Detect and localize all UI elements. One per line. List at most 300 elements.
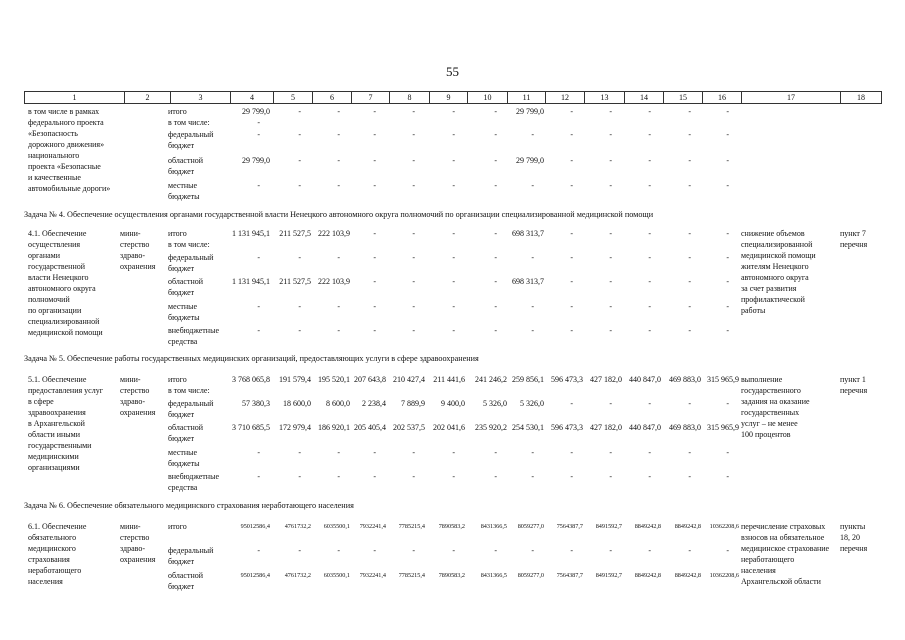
header-col-5: 5 — [273, 92, 312, 103]
amount-cell: 191 579,4 — [279, 375, 311, 384]
amount-cell: 172 979,4 — [279, 423, 311, 432]
amount-cell: - — [531, 302, 534, 311]
funding-source-label: итого — [168, 522, 187, 531]
amount-cell: 7890583,2 — [438, 523, 465, 530]
amount-cell: 7932241,4 — [359, 572, 386, 579]
activity-name-line: автономного округа — [28, 284, 96, 293]
amount-cell: - — [570, 229, 573, 238]
funding-source-label: средства — [168, 483, 198, 492]
activity-name-line: организациями — [28, 463, 80, 472]
amount-cell: - — [452, 181, 455, 190]
amount-cell: - — [412, 448, 415, 457]
amount-cell: - — [570, 130, 573, 139]
amount-cell: - — [688, 302, 691, 311]
task-heading: Задача № 4. Обеспечение осуществления органами государственной власти Ненецкого автономного округа полномочий по организации специализированной медицинской помощи — [24, 210, 654, 219]
amount-cell: - — [412, 253, 415, 262]
amount-cell: - — [257, 302, 260, 311]
activity-name-line: населения — [28, 577, 63, 586]
header-col-11: 11 — [507, 92, 545, 103]
amount-cell: - — [648, 229, 651, 238]
amount-cell: - — [570, 546, 573, 555]
header-col-4: 4 — [230, 92, 273, 103]
amount-cell: - — [688, 253, 691, 262]
amount-cell: - — [494, 253, 497, 262]
amount-cell: - — [373, 546, 376, 555]
header-col-6: 6 — [312, 92, 351, 103]
amount-cell: 5 326,0 — [483, 399, 507, 408]
amount-cell: - — [412, 107, 415, 116]
amount-cell: - — [412, 229, 415, 238]
amount-cell: 8431366,5 — [480, 523, 507, 530]
funding-source-label: итого — [168, 107, 187, 116]
amount-cell: - — [452, 229, 455, 238]
amount-cell: - — [726, 181, 729, 190]
funding-source-label: федеральный — [168, 546, 214, 555]
activity-name-line: по организации — [28, 306, 82, 315]
amount-cell: 195 520,1 — [318, 375, 350, 384]
amount-cell: 698 313,7 — [512, 229, 544, 238]
amount-cell: - — [412, 326, 415, 335]
amount-cell: - — [452, 448, 455, 457]
expected-result-line: жителям Ненецкого — [741, 262, 809, 271]
amount-cell: 8849242,8 — [634, 572, 661, 579]
funding-source-label: федеральный — [168, 130, 214, 139]
activity-name-line: медицинской помощи — [28, 328, 103, 337]
amount-cell: 8059277,0 — [517, 523, 544, 530]
amount-cell: 18 600,0 — [283, 399, 311, 408]
amount-cell: - — [257, 181, 260, 190]
amount-cell: - — [494, 156, 497, 165]
expected-result-line: населения — [741, 566, 776, 575]
amount-cell: 29 799,0 — [242, 107, 270, 116]
amount-cell: - — [609, 546, 612, 555]
amount-cell: - — [373, 277, 376, 286]
expected-result-line: услуг – не менее — [741, 419, 798, 428]
amount-cell: - — [494, 181, 497, 190]
funding-source-label: итого — [168, 375, 187, 384]
activity-name-line: национального — [28, 151, 80, 160]
amount-cell: 8849242,8 — [674, 523, 701, 530]
funding-source-label: бюджет — [168, 288, 195, 297]
amount-cell: - — [570, 156, 573, 165]
amount-cell: - — [726, 302, 729, 311]
amount-cell: 211 441,6 — [433, 375, 465, 384]
funding-source-label: бюджеты — [168, 192, 200, 201]
amount-cell: 222 103,9 — [318, 277, 350, 286]
amount-cell: - — [494, 326, 497, 335]
activity-name-line: медицинского — [28, 544, 76, 553]
amount-cell: - — [609, 302, 612, 311]
amount-cell: 9 400,0 — [441, 399, 465, 408]
funding-source-label: бюджет — [168, 167, 195, 176]
amount-cell: - — [337, 302, 340, 311]
activity-name-line: неработающего — [28, 566, 82, 575]
expected-result-line: перечисление страховых — [741, 522, 826, 531]
amount-cell: - — [373, 253, 376, 262]
amount-cell: 7564387,7 — [556, 572, 583, 579]
amount-cell: - — [298, 181, 301, 190]
expected-result-line: за счет развития — [741, 284, 797, 293]
amount-cell: - — [609, 472, 612, 481]
amount-cell: 211 527,5 — [279, 229, 311, 238]
amount-cell: - — [452, 326, 455, 335]
amount-cell: 8059277,0 — [517, 572, 544, 579]
amount-cell: 8 600,0 — [326, 399, 350, 408]
activity-name-line: медицинскими — [28, 452, 79, 461]
amount-cell: - — [648, 253, 651, 262]
activity-name-line: в Архангельской — [28, 419, 85, 428]
amount-cell: 211 527,5 — [279, 277, 311, 286]
header-col-17: 17 — [741, 92, 840, 103]
amount-cell: - — [412, 130, 415, 139]
amount-cell: - — [688, 229, 691, 238]
amount-cell: 57 380,3 — [242, 399, 270, 408]
reference-line: перечня — [840, 240, 868, 249]
funding-source-label: местные — [168, 448, 198, 457]
page-number: 55 — [446, 64, 459, 79]
amount-cell: - — [570, 277, 573, 286]
amount-cell: - — [609, 181, 612, 190]
amount-cell: 10362208,6 — [709, 572, 739, 579]
amount-cell: 235 920,2 — [475, 423, 507, 432]
funding-source-label: бюджет — [168, 410, 195, 419]
funding-source-label: в том числе: — [168, 386, 210, 395]
amount-cell: - — [452, 253, 455, 262]
amount-cell: 6035500,1 — [323, 572, 350, 579]
amount-cell: - — [531, 130, 534, 139]
executor-line: охранения — [120, 555, 156, 564]
amount-cell: - — [298, 546, 301, 555]
amount-cell: - — [494, 229, 497, 238]
amount-cell: 469 883,0 — [669, 375, 701, 384]
amount-cell: - — [452, 302, 455, 311]
amount-cell: - — [257, 130, 260, 139]
header-col-10: 10 — [467, 92, 507, 103]
amount-cell: - — [688, 107, 691, 116]
amount-cell: - — [726, 326, 729, 335]
activity-name-line: в том числе в рамках — [28, 107, 100, 116]
amount-cell: - — [494, 546, 497, 555]
amount-cell: - — [688, 130, 691, 139]
amount-cell: - — [298, 326, 301, 335]
executor-line: охранения — [120, 262, 156, 271]
amount-cell: 8491592,7 — [595, 523, 622, 530]
amount-cell: 4761732,2 — [284, 523, 311, 530]
header-col-8: 8 — [389, 92, 429, 103]
activity-name-line: органами — [28, 251, 61, 260]
amount-cell: - — [412, 302, 415, 311]
amount-cell: - — [373, 448, 376, 457]
expected-result-line: медицинское страхование — [741, 544, 830, 553]
amount-cell: - — [609, 277, 612, 286]
amount-cell: - — [373, 107, 376, 116]
amount-cell: - — [726, 107, 729, 116]
amount-cell: - — [648, 107, 651, 116]
amount-cell: - — [452, 107, 455, 116]
amount-cell: - — [726, 448, 729, 457]
amount-cell: - — [609, 399, 612, 408]
amount-cell: - — [494, 277, 497, 286]
amount-cell: - — [688, 399, 691, 408]
amount-cell: - — [257, 253, 260, 262]
amount-cell: - — [609, 326, 612, 335]
amount-cell: - — [494, 107, 497, 116]
activity-name-line: государственными — [28, 441, 92, 450]
funding-source-label: итого — [168, 229, 187, 238]
header-col-16: 16 — [702, 92, 741, 103]
amount-cell: - — [531, 472, 534, 481]
amount-cell: 241 246,2 — [475, 375, 507, 384]
amount-cell: - — [688, 448, 691, 457]
activity-name-line: автомобильные дороги» — [28, 184, 111, 193]
amount-cell: 8849242,8 — [634, 523, 661, 530]
amount-cell: - — [298, 253, 301, 262]
activity-name-line: «Безопасность — [28, 129, 78, 138]
amount-cell: - — [257, 448, 260, 457]
amount-cell: 6035500,1 — [323, 523, 350, 530]
amount-cell: - — [648, 399, 651, 408]
header-col-1: 1 — [72, 93, 77, 102]
amount-cell: - — [531, 546, 534, 555]
expected-result-line: выполнение — [741, 375, 783, 384]
header-col-7: 7 — [351, 92, 389, 103]
amount-cell: 469 883,0 — [669, 423, 701, 432]
amount-cell: 427 182,0 — [590, 375, 622, 384]
amount-cell: - — [688, 156, 691, 165]
amount-cell: - — [412, 546, 415, 555]
activity-name-line: обязательного — [28, 533, 77, 542]
amount-cell: 440 847,0 — [629, 375, 661, 384]
amount-cell: - — [337, 156, 340, 165]
amount-cell: 8491592,7 — [595, 572, 622, 579]
amount-cell: - — [570, 399, 573, 408]
amount-cell: 596 473,3 — [551, 375, 583, 384]
amount-cell: - — [298, 130, 301, 139]
amount-cell: - — [531, 448, 534, 457]
funding-source-label: внебюджетные — [168, 326, 219, 335]
amount-cell: - — [298, 448, 301, 457]
activity-name-line: полномочий — [28, 295, 70, 304]
amount-cell: 698 313,7 — [512, 277, 544, 286]
header-col-13: 13 — [584, 92, 624, 103]
amount-cell: 7785215,4 — [398, 523, 425, 530]
amount-cell: 95012586,4 — [240, 572, 270, 579]
activity-name-line: специализированной — [28, 317, 100, 326]
amount-cell: 7890583,2 — [438, 572, 465, 579]
amount-cell: - — [373, 472, 376, 481]
amount-cell: - — [337, 181, 340, 190]
amount-cell: - — [609, 107, 612, 116]
amount-cell: - — [257, 118, 260, 127]
amount-cell: 315 965,9 — [707, 423, 739, 432]
amount-cell: - — [609, 253, 612, 262]
expected-result-line: 100 процентов — [741, 430, 791, 439]
funding-source-label: федеральный — [168, 399, 214, 408]
amount-cell: - — [570, 253, 573, 262]
amount-cell: - — [452, 546, 455, 555]
amount-cell: - — [726, 277, 729, 286]
activity-name-line: 4.1. Обеспечение — [28, 229, 87, 238]
amount-cell: - — [373, 326, 376, 335]
amount-cell: 596 473,3 — [551, 423, 583, 432]
amount-cell: - — [412, 277, 415, 286]
amount-cell: 254 530,1 — [512, 423, 544, 432]
amount-cell: 3 710 685,5 — [232, 423, 270, 432]
table-header-row — [24, 91, 882, 104]
expected-result-line: снижение объемов — [741, 229, 805, 238]
executor-line: здраво- — [120, 397, 146, 406]
activity-name-line: федерального проекта — [28, 118, 104, 127]
funding-source-label: бюджет — [168, 434, 195, 443]
amount-cell: 207 643,8 — [354, 375, 386, 384]
amount-cell: 5 326,0 — [520, 399, 544, 408]
amount-cell: - — [570, 448, 573, 457]
reference-line: пункт 7 — [840, 229, 866, 238]
amount-cell: 4761732,2 — [284, 572, 311, 579]
expected-result-line: задания на оказание — [741, 397, 810, 406]
amount-cell: - — [373, 229, 376, 238]
amount-cell: - — [726, 399, 729, 408]
amount-cell: - — [257, 546, 260, 555]
amount-cell: 29 799,0 — [516, 107, 544, 116]
amount-cell: - — [648, 448, 651, 457]
amount-cell: - — [688, 326, 691, 335]
amount-cell: - — [648, 181, 651, 190]
amount-cell: - — [337, 107, 340, 116]
activity-name-line: дорожного движения» — [28, 140, 105, 149]
funding-source-label: бюджет — [168, 264, 195, 273]
activity-name-line: здравоохранения — [28, 408, 86, 417]
expected-result-line: неработающего — [741, 555, 795, 564]
header-col-2: 2 — [124, 92, 170, 103]
executor-line: мини- — [120, 375, 141, 384]
executor-line: стерство — [120, 240, 150, 249]
header-col-12: 12 — [545, 92, 584, 103]
funding-source-label: областной — [168, 156, 204, 165]
amount-cell: - — [337, 326, 340, 335]
amount-cell: - — [648, 156, 651, 165]
funding-source-label: бюджет — [168, 582, 195, 591]
amount-cell: - — [570, 326, 573, 335]
amount-cell: 1 131 945,1 — [232, 229, 270, 238]
amount-cell: - — [298, 107, 301, 116]
expected-result-line: Архангельской области — [741, 577, 821, 586]
executor-line: охранения — [120, 408, 156, 417]
amount-cell: - — [609, 448, 612, 457]
amount-cell: - — [688, 472, 691, 481]
amount-cell: 210 427,4 — [393, 375, 425, 384]
amount-cell: - — [688, 546, 691, 555]
executor-line: стерство — [120, 386, 150, 395]
activity-name-line: области иными — [28, 430, 81, 439]
amount-cell: - — [412, 472, 415, 481]
funding-source-label: местные — [168, 302, 198, 311]
reference-line: перечня — [840, 386, 868, 395]
executor-line: стерство — [120, 533, 150, 542]
amount-cell: - — [648, 326, 651, 335]
amount-cell: 29 799,0 — [516, 156, 544, 165]
amount-cell: 186 920,1 — [318, 423, 350, 432]
amount-cell: - — [412, 181, 415, 190]
amount-cell: 7785215,4 — [398, 572, 425, 579]
activity-name-line: и качественные — [28, 173, 81, 182]
activity-name-line: страхования — [28, 555, 70, 564]
amount-cell: - — [688, 277, 691, 286]
reference-line: перечня — [840, 544, 868, 553]
activity-name-line: в сфере — [28, 397, 54, 406]
header-col-14: 14 — [624, 92, 663, 103]
amount-cell: - — [531, 326, 534, 335]
amount-cell: - — [257, 326, 260, 335]
reference-line: пункты — [840, 522, 866, 531]
amount-cell: 7564387,7 — [556, 523, 583, 530]
amount-cell: - — [570, 302, 573, 311]
amount-cell: - — [648, 277, 651, 286]
amount-cell: 202 537,5 — [393, 423, 425, 432]
amount-cell: - — [726, 130, 729, 139]
amount-cell: - — [609, 156, 612, 165]
activity-name-line: государственной — [28, 262, 86, 271]
executor-line: здраво- — [120, 251, 146, 260]
funding-source-label: областной — [168, 277, 204, 286]
amount-cell: - — [494, 448, 497, 457]
expected-result-line: государственных — [741, 408, 800, 417]
funding-source-label: бюджет — [168, 557, 195, 566]
amount-cell: - — [648, 302, 651, 311]
amount-cell: - — [609, 130, 612, 139]
amount-cell: - — [298, 302, 301, 311]
expected-result-line: государственного — [741, 386, 801, 395]
funding-source-label: бюджет — [168, 141, 195, 150]
expected-result-line: взносов на обязательное — [741, 533, 825, 542]
amount-cell: - — [337, 130, 340, 139]
amount-cell: - — [531, 253, 534, 262]
activity-name-line: 5.1. Обеспечение — [28, 375, 87, 384]
expected-result-line: медицинской помощи — [741, 251, 816, 260]
header-col-9: 9 — [429, 92, 467, 103]
amount-cell: - — [494, 472, 497, 481]
amount-cell: 440 847,0 — [629, 423, 661, 432]
header-col-3: 3 — [170, 92, 230, 103]
amount-cell: - — [412, 156, 415, 165]
amount-cell: - — [452, 130, 455, 139]
amount-cell: - — [373, 302, 376, 311]
amount-cell: 315 965,9 — [707, 375, 739, 384]
executor-line: мини- — [120, 229, 141, 238]
amount-cell: 222 103,9 — [318, 229, 350, 238]
amount-cell: - — [726, 253, 729, 262]
funding-source-label: областной — [168, 571, 204, 580]
amount-cell: - — [298, 472, 301, 481]
funding-source-label: в том числе: — [168, 118, 210, 127]
amount-cell: 2 238,4 — [362, 399, 386, 408]
amount-cell: - — [337, 546, 340, 555]
amount-cell: - — [570, 181, 573, 190]
funding-source-label: в том числе: — [168, 240, 210, 249]
amount-cell: - — [337, 253, 340, 262]
reference-line: 18, 20 — [840, 533, 860, 542]
amount-cell: - — [452, 472, 455, 481]
amount-cell: - — [494, 302, 497, 311]
expected-result-line: автономного округа — [741, 273, 809, 282]
amount-cell: - — [337, 448, 340, 457]
amount-cell: - — [609, 229, 612, 238]
amount-cell: 427 182,0 — [590, 423, 622, 432]
activity-name-line: власти Ненецкого — [28, 273, 89, 282]
funding-source-label: бюджеты — [168, 313, 200, 322]
amount-cell: 29 799,0 — [242, 156, 270, 165]
amount-cell: 1 131 945,1 — [232, 277, 270, 286]
